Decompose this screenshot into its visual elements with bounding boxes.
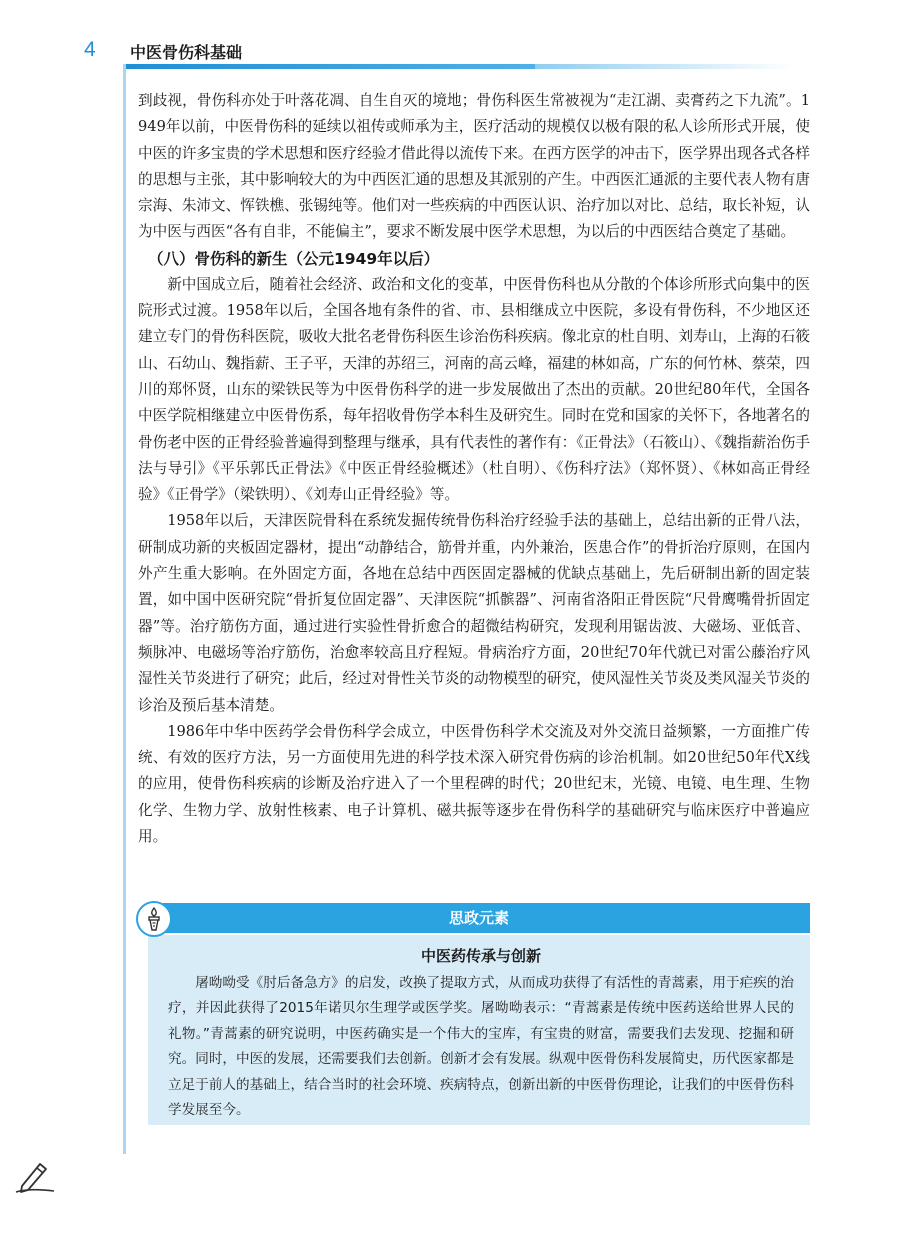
box-title: 中医药传承与创新 xyxy=(420,947,541,965)
page-number: 4 xyxy=(84,38,96,61)
body-text xyxy=(138,88,810,850)
page-header xyxy=(0,0,900,70)
box-header-label: 思政元素 xyxy=(448,909,509,927)
box-paragraph: 屠呦呦受《肘后备急方》的启发，改换了提取方式，从而成功获得了有活性的青蒿素，用于疟疾的治疗，并因此获得了2015年诺贝尔生理学或医学奖。屠呦呦表示：“青蒿素是传统中医药送给世界人民的礼物。”青蒿素的研究说明，中医药确实是一个伟大的宝库，有宝贵的财富，需要我们去发现、挖掘和研究。同时，中医的发展，还需要我们去创新。创新才会有发展。纵观中医骨伤科发展简史，历代医家都是立足于前人的基础上，结合当时的社会环境、疾病特点，创新出新的中医骨伤理论，让我们的中医骨伤科学发展至今。 xyxy=(168,975,794,1119)
torch-icon xyxy=(136,901,172,937)
pen-icon xyxy=(14,1158,58,1194)
section-heading: （八）骨伤科的新生（公元1949年以后） xyxy=(148,249,440,268)
box-body xyxy=(148,935,810,1125)
header-rule-fade xyxy=(535,64,795,69)
ideology-box xyxy=(138,903,810,1125)
paragraph: 新中国成立后，随着社会经济、政治和文化的变革，中医骨伤科也从分散的个体诊所形式向集中的医院形式过渡。1958年以后，全国各地有条件的省、市、县相继成立中医院，多设有骨伤科，不少地区还建立专门的骨伤科医院，吸收大批名老骨伤科医生诊治伤科疾病。像北京的杜自明、刘寿山，上海的石筱山、石幼山、魏指薪、王子平，天津的苏绍三，河南的高云峰，福建的林如高，广东的何竹林、蔡荣，四川的郑怀贤，山东的梁铁民等为中医骨伤科学的进一步发展做出了杰出的贡献。20世纪80年代，全国各中医学院相继建立中医骨伤系，每年招收骨伤学本科生及研究生。同时在党和国家的关怀下，各地著名的骨伤老中医的正骨经验普遍得到整理与继承，具有代表性的著作有：《正骨法》（石筱山）、《魏指薪治伤手法与导引》《平乐郭氏正骨法》《中医正骨经验概述》（杜自明）、《伤科疗法》（郑怀贤）、《林如高正骨经验》《正骨学》（梁铁明）、《刘寿山正骨经验》等。 xyxy=(138,275,810,504)
paragraph: 到歧视，骨伤科亦处于叶落花凋、自生自灭的境地；骨伤科医生常被视为“走江湖、卖膏药之下九流”。1949年以前，中医骨伤科的延续以祖传或师承为主，医疗活动的规模仅以极有限的私人诊所形式开展，使中医的许多宝贵的学术思想和医疗经验才借此得以流传下来。在西方医学的冲击下，医学界出现各式各样的思想与主张，其中影响较大的为中西医汇通的思想及其派别的产生。中西医汇通派的主要代表人物有唐宗海、朱沛文、恽铁樵、张锡纯等。他们对一些疾病的中西医认识、治疗加以对比、总结，取长补短，认为中医与西医“各有自非，不能偏主”，要求不断发展中医学术思想，为以后的中西医结合奠定了基础。 xyxy=(138,92,810,241)
paragraph: 1986年中华中医药学会骨伤科学会成立，中医骨伤科学术交流及对外交流日益频繁，一方面推广传统、有效的医疗方法，另一方面使用先进的科学技术深入研究骨伤病的诊治机制。如20世纪50年代X线的应用，使骨伤科疾病的诊断及治疗进入了一个里程碑的时代；20世纪末，光镜、电镜、电生理、生物化学、生物力学、放射性核素、电子计算机、磁共振等逐步在骨伤科学的基础研究与临床医疗中普遍应用。 xyxy=(138,722,810,846)
header-rule xyxy=(125,64,535,69)
box-header xyxy=(148,903,810,933)
paragraph: 1958年以后，天津医院骨科在系统发掘传统骨伤科治疗经验手法的基础上，总结出新的正骨八法，研制成功新的夹板固定器材，提出“动静结合，筋骨并重，内外兼治，医患合作”的骨折治疗原则，在国内外产生重大影响。在外固定方面，各地在总结中西医固定器械的优缺点基础上，先后研制出新的固定装置，如中国中医研究院“骨折复位固定器”、天津医院“抓髌器”、河南省洛阳正骨医院“尺骨鹰嘴骨折固定器”等。治疗筋伤方面，通过进行实验性骨折愈合的超微结构研究，发现利用锯齿波、大磁场、亚低音、频脉冲、电磁场等治疗筋伤，治愈率较高且疗程短。骨病治疗方面，20世纪70年代就已对雷公藤治疗风湿性关节炎进行了研究；此后，经过对骨性关节炎的动物模型的研究，使风湿性关节炎及类风湿关节炎的诊治及预后基本清楚。 xyxy=(138,512,810,714)
left-margin-rule xyxy=(123,64,126,1154)
running-title: 中医骨伤科基础 xyxy=(130,43,243,62)
